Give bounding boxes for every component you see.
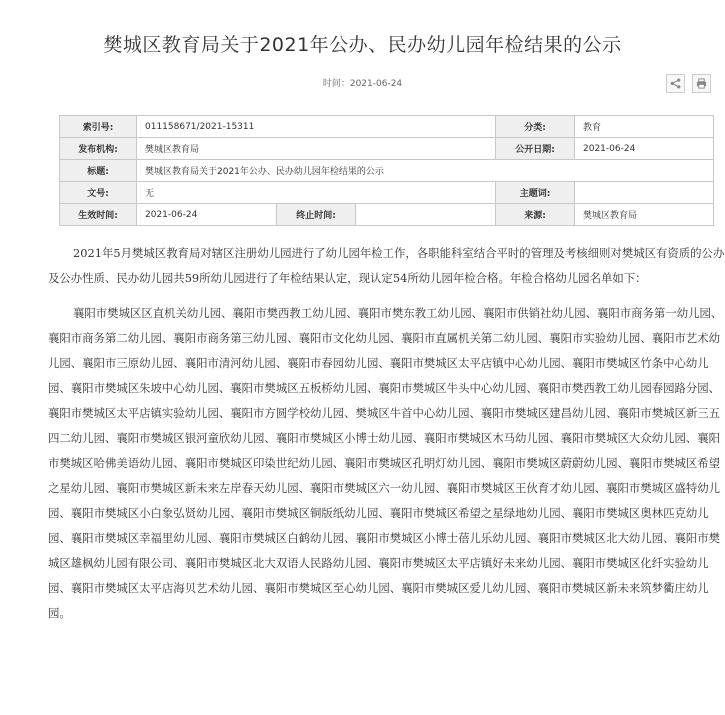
meta-row [60,182,714,204]
print-icon [696,78,707,89]
meta-row [60,138,714,160]
meta-row [60,116,714,138]
print-button[interactable] [692,74,711,93]
body-paragraph-intro: 2021年5月樊城区教育局对辖区注册幼儿园进行了幼儿园年检工作，各职能科室结合平时的管理及考核细则对樊城区有资质的公办及公办性质、民办幼儿园共59所幼儿园进行了年检结果认定，现认定54所幼儿园年检合格。年检合格幼儿园名单如下： [48,246,725,285]
docno-label: 文号: [60,182,137,204]
category-value: 教育 [575,116,714,138]
publisher-value: 樊城区教育局 [137,138,496,160]
category-label: 分类: [496,116,575,138]
index-label: 索引号: [60,116,137,138]
subject-label: 主题词: [496,182,575,204]
publish-date: 时间：2021-06-24 [322,79,403,89]
page-title: 樊城区教育局关于2021年公办、民办幼儿园年检结果的公示 [103,34,622,56]
end-label: 终止时间: [277,204,356,226]
index-value: 011158671/2021-15311 [137,116,496,138]
publisher-label: 发布机构: [60,138,137,160]
source-label: 来源: [496,204,575,226]
subject-value [575,182,714,204]
body-paragraph-list: 襄阳市樊城区区直机关幼儿园、襄阳市樊西教工幼儿园、襄阳市樊东教工幼儿园、襄阳市供销社幼儿园、襄阳市商务第一幼儿园、襄阳市商务第二幼儿园、襄阳市商务第三幼儿园、襄阳市文化幼儿园、襄阳市直属机关第二幼儿园、襄阳市实验幼儿园、襄阳市艺术幼儿园、襄阳市三原幼儿园、襄阳市清河幼儿园、襄阳市春园幼儿园、襄阳市樊城区太平店镇中心幼儿园、襄阳市樊城区竹条中心幼儿园、襄阳市樊城区朱坡中心幼儿园、襄阳市樊城区五板桥幼儿园、襄阳市樊城区牛头中心幼儿园、襄阳市樊西教工幼儿园春园路分园、襄阳市樊城区太平店镇实验幼儿园、襄阳市方圆学校幼儿园、樊城区牛首中心幼儿园、襄阳市樊城区建昌幼儿园、襄阳市樊城区新三五四二幼儿园、襄阳市樊城区银河童欣幼儿园、襄阳市樊城区小博士幼儿园、襄阳市樊城区木马幼儿园、襄阳市樊城区大众幼儿园、襄阳市樊城区哈佛美语幼儿园、襄阳市樊城区印染世纪幼儿园、襄阳市樊城区孔明灯幼儿园、襄阳市樊城区蔚蔚幼儿园、襄阳市樊城区希望之星幼儿园、襄阳市樊城区新未来左岸春天幼儿园、襄阳市樊城区六一幼儿园、襄阳市樊城区王伙育才幼儿园、襄阳市樊城区盛特幼儿园、襄阳市樊城区小白象弘贤幼儿园、襄阳市樊城区铜版纸幼儿园、襄阳市樊城区希望之星绿地幼儿园、襄阳市樊城区奥林匹克幼儿园、襄阳市樊城区幸福里幼儿园、襄阳市樊城区白鹤幼儿园、襄阳市樊城区小博士蓓儿乐幼儿园、襄阳市樊城区北大幼儿园、襄阳市樊城区雄枫幼儿园有限公司、襄阳市樊城区北大双语人民路幼儿园、襄阳市樊城区太平店镇好未来幼儿园、襄阳市樊城区化纤实验幼儿园、襄阳市樊城区太平店海贝艺术幼儿园、襄阳市樊城区至心幼儿园、襄阳市樊城区爱儿幼儿园、襄阳市樊城区新未来筑梦衢庄幼儿园。 [48,306,723,620]
pubdate-value: 2021-06-24 [575,138,714,160]
meta-row [60,160,714,182]
docno-value: 无 [137,182,496,204]
article-body [48,241,725,626]
share-icon [670,78,681,89]
share-button[interactable] [666,74,685,93]
end-value [356,204,496,226]
effective-value: 2021-06-24 [137,204,277,226]
pubdate-label: 公开日期: [496,138,575,160]
meta-row [60,204,714,226]
metadata-table [59,115,714,226]
title-value: 樊城区教育局关于2021年公办、民办幼儿园年检结果的公示 [137,160,714,182]
effective-label: 生效时间: [60,204,137,226]
source-value: 樊城区教育局 [575,204,714,226]
title-label: 标题: [60,160,137,182]
